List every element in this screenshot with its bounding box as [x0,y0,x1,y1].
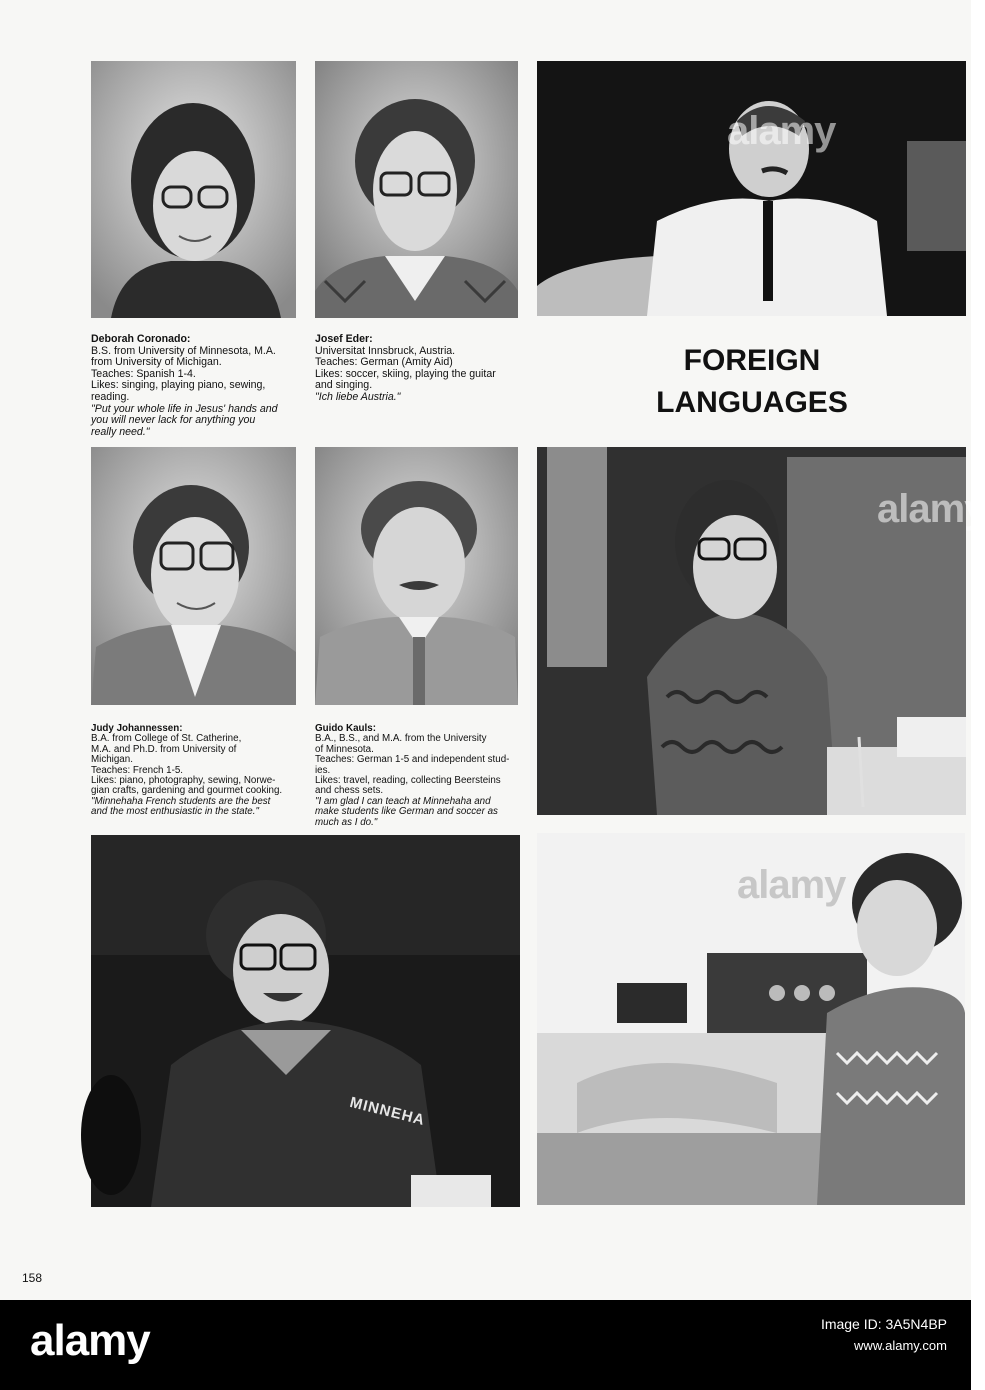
caption-line: Universitat Innsbruck, Austria. [315,344,456,357]
portrait-guido-kauls [315,447,518,705]
section-heading [612,340,892,424]
image-id: Image ID: 3A5N4BP [820,1316,947,1332]
caption-line: from University of Michigan. [91,356,222,369]
footer-info [821,1316,947,1353]
heading-line-2: LANGUAGES [656,386,848,419]
caption-quote: "Ich liebe Austria." [315,390,401,403]
caption-line: Teaches: French 1-5. [91,764,184,776]
caption-line: Likes: soccer, skiing, playing the guitar [315,367,496,380]
sweater-lettering: MINNEHA [348,1093,427,1130]
caption-line: B.S. from University of Minnesota, M.A. [91,344,276,357]
caption-line: Teaches: German 1-5 and independent stud- [315,754,510,766]
portrait-deborah-coronado [91,61,296,318]
caption-line: Likes: singing, playing piano, sewing, [91,379,266,392]
caption-line: Michigan. [91,754,133,766]
caption-quote: make students like German and soccer as [315,806,498,818]
caption-line: B.A., B.S., and M.A. from the University [315,733,487,745]
caption-line: gian crafts, gardening and gourmet cooking. [91,785,283,797]
caption-line: and chess sets. [315,785,384,797]
photo-teacher-at-machine [537,833,965,1205]
watermark: alamy [737,863,846,907]
photo-teacher-at-desk [537,447,985,815]
caption-line: of Minnesota. [315,743,374,755]
caption-line: Teaches: Spanish 1-4. [91,367,196,380]
watermark: alamy [877,487,985,531]
faculty-name: Guido Kauls: [315,723,376,734]
caption-quote: really need." [91,425,150,438]
caption-quote: and the most enthusiastic in the state." [91,806,259,818]
caption-line: and singing. [315,379,373,392]
caption-line: Likes: piano, photography, sewing, Norwe- [91,775,276,787]
caption-judy-johannessen [91,724,298,818]
caption-line: M.A. and Ph.D. from University of [91,743,237,755]
page-number: 158 [22,1271,43,1285]
photo-teacher-white-shirt [537,61,966,316]
heading-line-1: FOREIGN [683,344,821,377]
caption-josef-eder [315,334,520,404]
portrait-judy-johannessen [91,447,296,705]
alamy-logo: alamy [30,1316,150,1365]
portrait-josef-eder [315,61,518,318]
photo-laughing-teacher [91,835,520,1207]
caption-line: B.A. from College of St. Catherine, [91,733,242,745]
site-url: www.alamy.com [854,1338,947,1353]
caption-line: ies. [315,764,331,776]
watermark: alamy [727,109,836,153]
caption-line: Likes: travel, reading, collecting Beersteins [315,775,501,787]
caption-quote: you will never lack for anything you [91,414,256,427]
faculty-name: Judy Johannessen: [91,723,183,734]
caption-deborah-coronado [91,334,297,438]
caption-quote: "Put your whole life in Jesus' hands and [91,402,278,415]
caption-quote: "I am glad I can teach at Minnehaha and [315,795,491,807]
caption-line: reading. [91,390,130,403]
caption-quote: "Minnehaha French students are the best [91,795,271,807]
caption-guido-kauls [315,724,522,828]
stock-footer-bar [0,1300,971,1390]
faculty-name: Josef Eder: [315,333,373,345]
caption-quote: much as I do." [315,816,378,828]
caption-line: Teaches: German (Amity Aid) [315,356,453,369]
faculty-name: Deborah Coronado: [91,333,191,345]
